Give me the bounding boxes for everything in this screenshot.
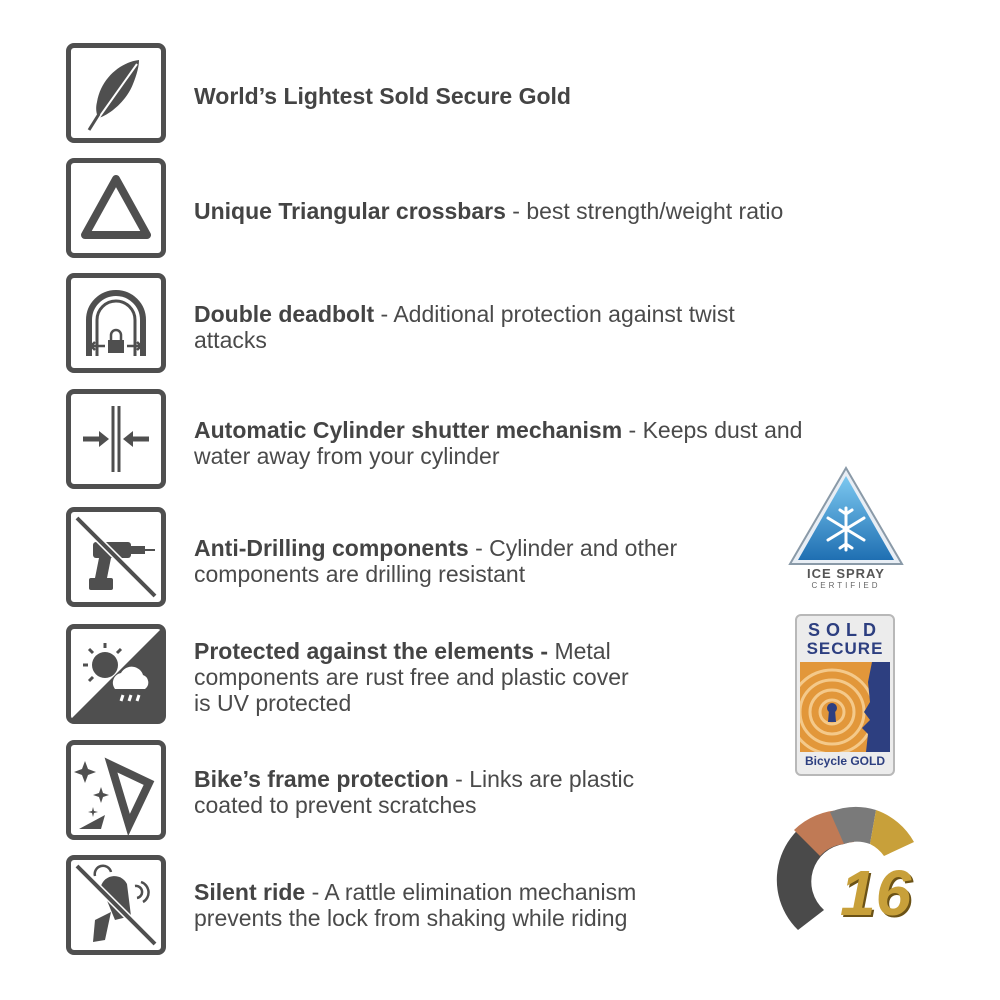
feather-icon — [71, 48, 161, 138]
feature-title: Unique Triangular crossbars — [194, 198, 506, 224]
feature-title: Automatic Cylinder shutter mechanism — [194, 417, 623, 443]
feature-title: Bike’s frame protection — [194, 766, 449, 792]
feature-desc: - A rattle elimination mechanism — [305, 879, 637, 905]
feature-desc-line2: components are drilling resistant — [194, 561, 526, 587]
feature-title: Protected against the elements - — [194, 638, 555, 664]
shutter-arrows-icon — [71, 394, 161, 484]
feature-desc: Metal — [554, 638, 611, 664]
bike-frame-icon — [71, 745, 161, 835]
deadbolt-icon-box — [66, 273, 166, 373]
sold-secure-badge — [795, 614, 895, 776]
feature-desc: - Cylinder and other — [468, 535, 678, 561]
feature-desc-line2: components are rust free and plastic cover — [194, 664, 629, 690]
feature-text — [194, 83, 894, 109]
ice-spray-title: ICE SPRAY — [807, 566, 885, 581]
feature-text — [194, 301, 894, 353]
weather-icon-box — [66, 624, 166, 724]
keyhole-face-icon — [800, 662, 890, 752]
feature-desc-line2: water away from your cylinder — [194, 443, 500, 469]
feature-title: Silent ride — [194, 879, 306, 905]
sold-secure-line1: SOLD — [807, 620, 882, 640]
feature-desc-line2: attacks — [194, 327, 267, 353]
feature-desc: - Additional protection against twist — [374, 301, 735, 327]
feature-text — [194, 198, 894, 224]
silent-ride-icon-box — [66, 855, 166, 955]
feature-text — [194, 417, 894, 469]
no-drill-icon — [71, 512, 161, 602]
feature-title: World’s Lightest Sold Secure Gold — [194, 83, 571, 109]
shutter-icon-box — [66, 389, 166, 489]
security-rating-value: 16 — [840, 857, 912, 929]
feature-desc: - best strength/weight ratio — [505, 198, 784, 224]
triangle-icon-box — [66, 158, 166, 258]
bike-frame-icon-box — [66, 740, 166, 840]
feature-desc: - Links are plastic — [448, 766, 635, 792]
silent-ride-icon — [71, 860, 161, 950]
ice-spray-badge — [786, 464, 906, 594]
security-rating-badge — [772, 800, 932, 950]
sold-secure-line2: SECURE — [806, 639, 884, 658]
feature-desc-line2: prevents the lock from shaking while riding — [194, 905, 628, 931]
feature-desc-line2: coated to prevent scratches — [194, 792, 477, 818]
feature-title: Anti-Drilling components — [194, 535, 469, 561]
feature-desc-line3: is UV protected — [194, 690, 352, 716]
weather-icon — [71, 629, 161, 719]
ice-spray-certified: CERTIFIED — [811, 581, 881, 590]
deadbolt-icon — [71, 278, 161, 368]
sold-secure-grade: Bicycle GOLD — [804, 754, 886, 768]
feature-text — [194, 638, 894, 716]
feather-icon-box — [66, 43, 166, 143]
no-drill-icon-box — [66, 507, 166, 607]
triangle-icon — [71, 163, 161, 253]
feature-title: Double deadbolt — [194, 301, 375, 327]
feature-desc: - Keeps dust and — [622, 417, 803, 443]
